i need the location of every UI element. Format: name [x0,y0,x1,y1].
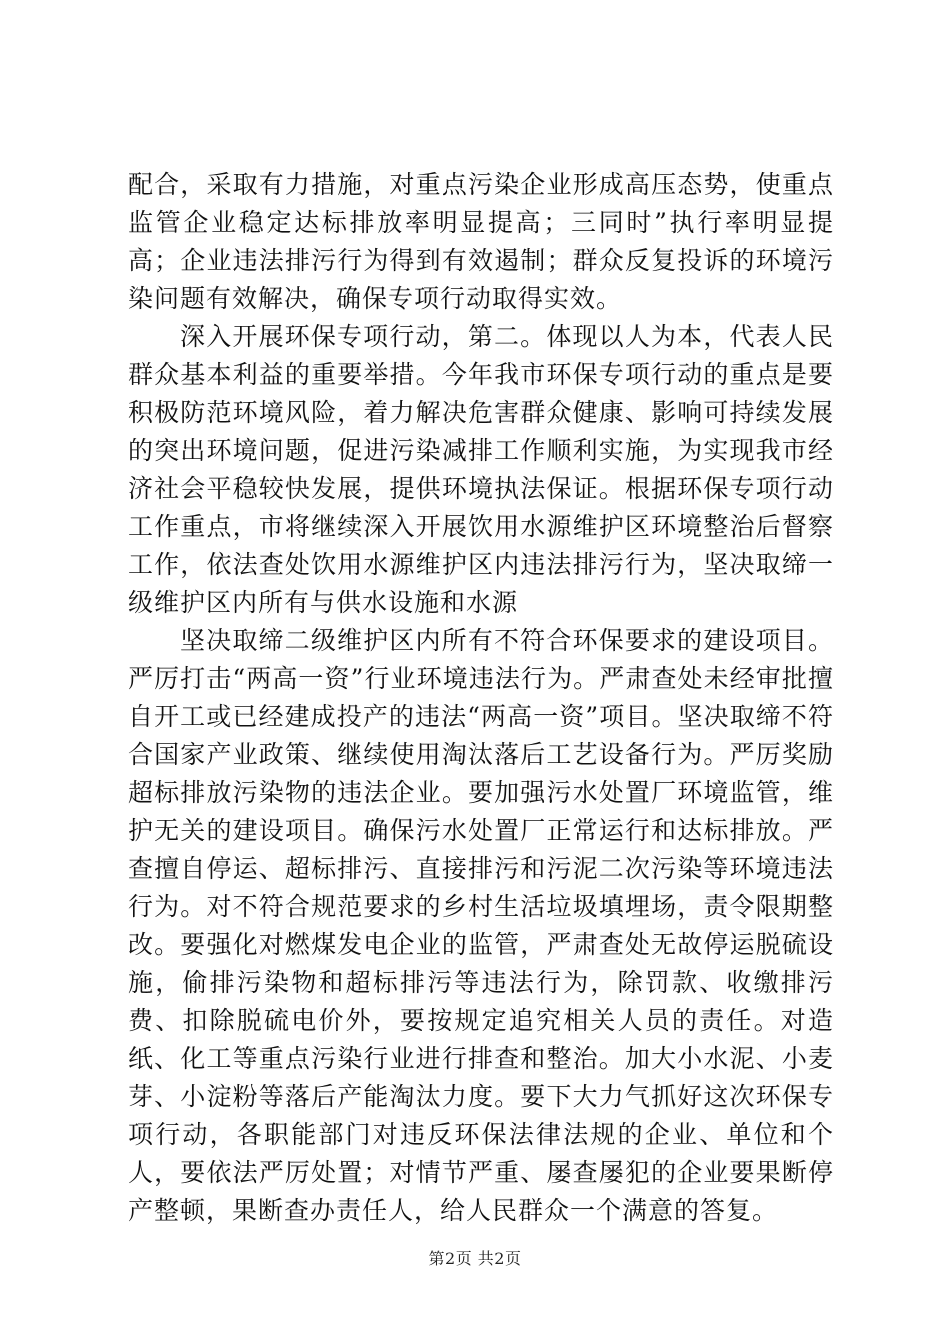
document-body [128,166,834,1230]
paragraph-1: 配合，采取有力措施，对重点污染企业形成高压态势，使重点监管企业稳定达标排放率明显提高；三同时”执行率明显提高；企业违法排污行为得到有效遏制；群众反复投诉的环境污染问题有效解决，确保专项行动取得实效。 [128,170,834,313]
paragraph-3: 坚决取缔二级维护区内所有不符合环保要求的建设项目。严厉打击“两高一资”行业环境违法行为。严肃查处未经审批擅自开工或已经建成投产的违法“两高一资”项目。坚决取缔不符合国家产业政策、继续使用淘汰落后工艺设备行为。严厉奖励超标排放污染物的违法企业。要加强污水处置厂环境监管，维护无关的建设项目。确保污水处置厂正常运行和达标排放。严查擅自停运、超标排污、直接排污和污泥二次污染等环境违法行为。对不符合规范要求的乡村生活垃圾填埋场，责令限期整改。要强化对燃煤发电企业的监管，严肃查处无故停运脱硫设施，偷排污染物和超标排污等违法行为，除罚款、收缴排污费、扣除脱硫电价外，要按规定追究相关人员的责任。对造纸、化工等重点污染行业进行排查和整治。加大小水泥、小麦芽、小淀粉等落后产能淘汰力度。要下大力气抓好这次环保专项行动，各职能部门对违反环保法律法规的企业、单位和个人，要依法严厉处置；对情节严重、屡查屡犯的企业要果断停产整顿，果断查办责任人，给人民群众一个满意的答复。 [128,626,834,1225]
paragraph-2: 深入开展环保专项行动，第二。体现以人为本，代表人民群众基本利益的重要举措。今年我市环保专项行动的重点是要积极防范环境风险，着力解决危害群众健康、影响可持续发展的突出环境问题，促进污染减排工作顺利实施，为实现我市经济社会平稳较快发展，提供环境执法保证。根据环保专项行动工作重点，市将继续深入开展饮用水源维护区环境整治后督察工作，依法查处饮用水源维护区内违法排污行为，坚决取缔一级维护区内所有与供水设施和水源 [128,322,834,617]
page-number-footer: 第2页 共2页 [428,1249,522,1268]
